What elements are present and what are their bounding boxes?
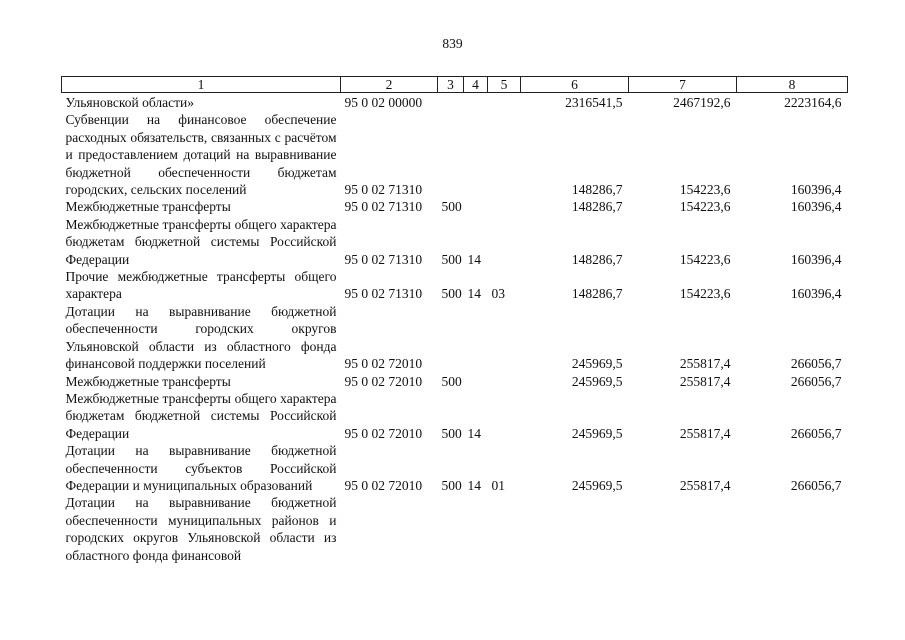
row-col3-cell [438,494,464,564]
table-row [62,442,848,494]
row-col4-cell [464,494,488,564]
column-header: 1 [62,77,341,93]
budget-table [61,76,848,564]
column-header: 2 [341,77,438,93]
row-col3-cell: 500 [441,286,462,302]
row-code-cell: 95 0 02 71310 [344,182,423,198]
column-header: 7 [629,77,737,93]
row-code-cell: 95 0 02 71310 [344,251,423,267]
row-value8-cell: 160396,4 [790,182,842,198]
row-value7-cell: 154223,6 [679,286,731,302]
row-col4-cell [464,111,488,198]
row-value7-cell: 255817,4 [679,425,731,441]
column-header: 6 [521,77,629,93]
row-col4-cell [464,198,488,215]
row-col4-cell: 14 [467,477,481,493]
row-col5-cell: 01 [491,477,505,493]
row-name-cell: Дотации на выравнивание бюджетной обеспеченности городских округов Ульяновской области из областного фонда финансовой поддержки поселений [65,303,337,372]
row-col5-cell [488,494,521,564]
row-name-cell: Прочие межбюджетные трансферты общего характера [65,269,337,302]
row-col3-cell: 500 [441,425,462,441]
row-value8-cell: 160396,4 [790,251,842,267]
row-col4-cell: 14 [467,286,481,302]
table-row [62,111,848,198]
row-value7-cell: 154223,6 [679,199,731,215]
row-col4-cell [464,93,488,112]
table-row [62,303,848,373]
column-header: 8 [737,77,848,93]
row-col5-cell: 03 [491,286,505,302]
row-name-cell: Субвенции на финансовое обеспечение расходных обязательств, связанных с расчётом и предоставлением дотаций на выравнивание бюджетной обеспеченности бюджетам городских, сельских поселений [65,112,337,198]
row-code-cell: 95 0 02 71310 [344,286,423,302]
row-col5-cell [488,216,521,268]
row-value7-cell: 154223,6 [679,251,731,267]
row-value7-cell: 255817,4 [679,373,731,389]
table-body [62,93,848,564]
row-col4-cell: 14 [467,251,481,267]
column-header: 4 [464,77,488,93]
row-value7-cell: 255817,4 [679,477,731,493]
row-col3-cell: 500 [441,477,462,493]
row-value8-cell: 266056,7 [790,477,842,493]
row-col4-cell [464,373,488,390]
column-header: 5 [488,77,521,93]
row-value7-cell [629,494,737,564]
row-name-cell: Межбюджетные трансферты общего характера бюджетам бюджетной системы Российской Федерации [65,216,337,267]
row-value8-cell [737,494,848,564]
row-col3-cell [438,111,464,198]
column-header: 3 [438,77,464,93]
row-col5-cell [488,390,521,442]
row-col5-cell [488,93,521,112]
row-value6-cell: 2316541,5 [565,95,623,110]
table-row [62,268,848,303]
row-col5-cell [488,111,521,198]
row-name-cell: Межбюджетные трансферты [65,199,231,215]
row-code-cell [341,494,438,564]
row-value6-cell [521,494,629,564]
row-col3-cell: 500 [441,251,462,267]
row-value8-cell: 160396,4 [790,286,842,302]
row-col5-cell [488,373,521,390]
row-value6-cell: 245969,5 [571,373,623,389]
row-name-cell: Дотации на выравнивание бюджетной обеспеченности муниципальных районов и городских округов Ульяновской области из областного фонда финансовой [65,495,337,563]
row-value8-cell: 160396,4 [790,199,842,215]
row-value7-cell: 154223,6 [679,182,731,198]
row-col4-cell: 14 [467,425,481,441]
row-name-cell: Межбюджетные трансферты общего характера бюджетам бюджетной системы Российской Федерации [65,390,337,441]
page-number: 839 [442,36,463,51]
row-value6-cell: 148286,7 [571,182,623,198]
row-name-cell: Межбюджетные трансферты [65,373,231,389]
row-value7-cell: 255817,4 [679,356,731,372]
row-code-cell: 95 0 02 72010 [344,477,423,493]
row-value8-cell: 2223164,6 [784,95,842,110]
row-col5-cell [488,198,521,215]
row-col5-cell [488,303,521,373]
row-col3-cell [438,93,464,112]
row-value6-cell: 245969,5 [571,477,623,493]
row-code-cell: 95 0 02 72010 [344,356,423,372]
row-value6-cell: 245969,5 [571,425,623,441]
row-code-cell: 95 0 02 72010 [344,425,423,441]
table-row [62,494,848,564]
row-value6-cell: 148286,7 [571,251,623,267]
row-value7-cell: 2467192,6 [673,95,731,110]
row-value6-cell: 148286,7 [571,199,623,215]
table-row [62,373,848,390]
row-value8-cell: 266056,7 [790,373,842,389]
row-col4-cell [464,303,488,373]
row-code-cell: 95 0 02 00000 [344,95,423,110]
row-code-cell: 95 0 02 72010 [344,373,423,389]
row-col3-cell [438,303,464,373]
row-value6-cell: 245969,5 [571,356,623,372]
row-value6-cell: 148286,7 [571,286,623,302]
row-name-cell: Ульяновской области» [65,95,195,110]
table-row [62,390,848,442]
table-row [62,216,848,268]
row-code-cell: 95 0 02 71310 [344,199,423,215]
row-col3-cell: 500 [441,373,462,389]
row-col3-cell: 500 [441,199,462,215]
table-row [62,93,848,112]
table-header [62,77,848,93]
table-row [62,198,848,215]
row-value8-cell: 266056,7 [790,425,842,441]
header-row [62,77,848,93]
row-value8-cell: 266056,7 [790,356,842,372]
row-name-cell: Дотации на выравнивание бюджетной обеспеченности субъектов Российской Федерации и муниципальных образований [65,443,337,493]
